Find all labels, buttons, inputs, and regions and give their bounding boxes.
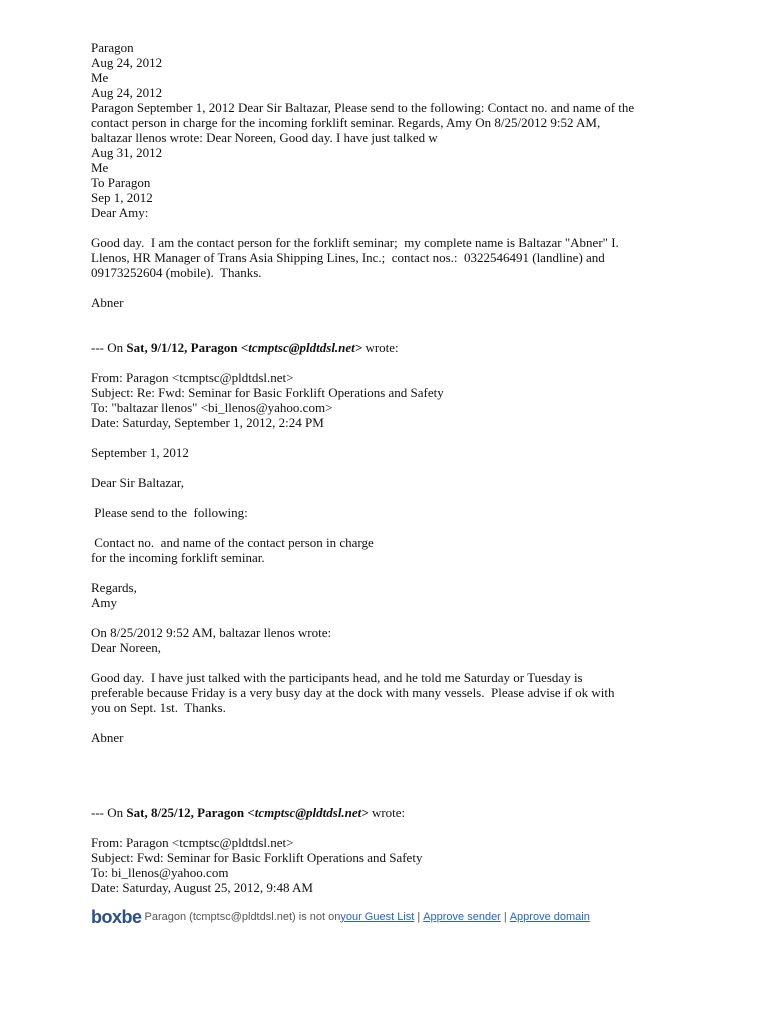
quote-intro-line [91,805,731,820]
letter-contact-line: Contact no. and name of the contact person in charge [91,535,374,550]
quote-prefix: --- On [91,340,127,355]
letter-body-line: preferable because Friday is a very busy day at the dock with many vessels. Please advise if ok with [91,685,615,700]
quote-to: To: "baltazar llenos" <bi_llenos@yahoo.com> [91,400,333,415]
reply-body-line: Llenos, HR Manager of Trans Asia Shipping Lines, Inc.; contact nos.: 0322546491 (landline) and [91,250,605,265]
quote-date: Sat, 9/1/12, Paragon [126,340,241,355]
link-separator: | [503,910,507,923]
reply-signature: Abner [91,295,124,310]
header-line: Aug 31, 2012 [91,145,163,160]
quote-sender-email: <tcmptsc@pldtdsl.net> [247,805,369,820]
quote-subject: Subject: Re: Fwd: Seminar for Basic Forklift Operations and Safety [91,385,444,400]
header-line: Aug 24, 2012 [91,85,163,100]
quoted-message-3 [91,835,731,895]
header-line: Me [91,160,109,175]
quoted-message-2 [91,625,731,745]
quote-header-2 [91,805,731,820]
quote-suffix: wrote: [368,805,406,820]
quote-intro-line [91,340,731,355]
quote-to: To: bi_llenos@yahoo.com [91,865,229,880]
quote-subject: Subject: Fwd: Seminar for Basic Forklift Operations and Safety [91,850,423,865]
header-line: Me [91,70,109,85]
letter-signature: Abner [91,730,124,745]
letter-contact-line: for the incoming forklift seminar. [91,550,265,565]
quote-from: From: Paragon <tcmptsc@pldtdsl.net> [91,835,294,850]
approve-sender-link[interactable]: Approve sender [423,910,501,923]
letter-sender: Amy [91,595,117,610]
link-separator: | [417,910,421,923]
header-line: baltazar llenos wrote: Dear Noreen, Good day. I have just talked w [91,130,438,145]
email-document [91,40,731,895]
boxbe-notice-text: Paragon (tcmptsc@pldtdsl.net) is not on [144,910,341,923]
guest-list-link[interactable]: your Guest List [340,910,415,923]
quote-header-1 [91,340,731,355]
boxbe-notice-bar [91,908,590,926]
approve-domain-link[interactable]: Approve domain [509,910,590,923]
header-line: contact person in charge for the incoming forklift seminar. Regards, Amy On 8/25/2012 9:52 AM, [91,115,601,130]
letter-regards: Regards, [91,580,137,595]
reply-body-line: 09173252604 (mobile). Thanks. [91,265,262,280]
header-line: Dear Amy: [91,205,149,220]
letter-body-line: you on Sept. 1st. Thanks. [91,700,226,715]
reply-body-line: Good day. I am the contact person for the forklift seminar; my complete name is Baltazar "Abner" I. [91,235,619,250]
boxbe-logo [91,906,142,927]
letter-body-line: Good day. I have just talked with the participants head, and he told me Saturday or Tuesday is [91,670,583,685]
quote-suffix: wrote: [362,340,399,355]
letter-request: Please send to the following: [91,505,248,520]
letter-date: September 1, 2012 [91,445,189,460]
quoted-message-1 [91,370,731,610]
header-line: Paragon [91,40,134,55]
email-header-block [91,40,731,220]
reply-body [91,235,731,310]
header-line: Paragon September 1, 2012 Dear Sir Baltazar, Please send to the following: Contact no. and name of the [91,100,635,115]
header-line: Aug 24, 2012 [91,55,163,70]
quote-prefix: --- On [91,805,127,820]
quote-from: From: Paragon <tcmptsc@pldtdsl.net> [91,370,294,385]
boxbe-logo-text: boxbe [91,906,142,927]
quote-intro-line: On 8/25/2012 9:52 AM, baltazar llenos wrote: [91,625,332,640]
quote-date-line: Date: Saturday, August 25, 2012, 9:48 AM [91,880,313,895]
letter-salutation: Dear Sir Baltazar, [91,475,184,490]
quote-date: Sat, 8/25/12, Paragon [126,805,248,820]
header-line: Sep 1, 2012 [91,190,153,205]
header-line: To Paragon [91,175,151,190]
quote-date-line: Date: Saturday, September 1, 2012, 2:24 PM [91,415,324,430]
quote-sender-email: <tcmptsc@pldtdsl.net> [240,340,363,355]
letter-salutation: Dear Noreen, [91,640,162,655]
